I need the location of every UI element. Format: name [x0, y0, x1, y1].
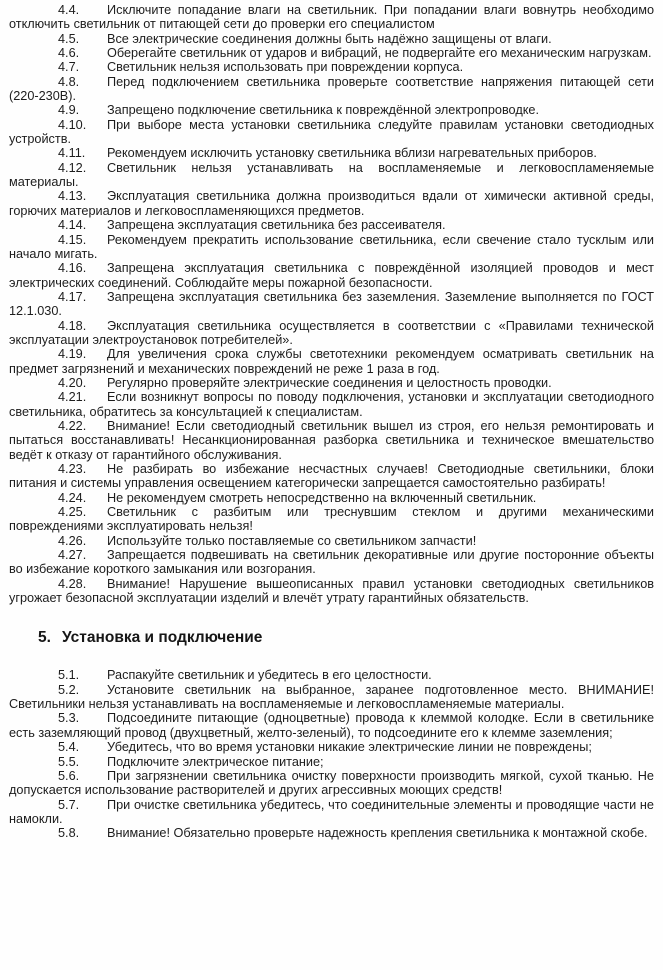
- rule-number: 4.9.: [58, 103, 80, 118]
- rule-text: Внимание! Если светодиодный светильник вышел из строя, его нельзя ремонтировать и пытаться восстанавливать! Несанкционированная разборка светильника и техническое вмешательство ведёт к отказу от гарантийного обслуживания.: [9, 418, 654, 462]
- section-5-heading-number: 5.: [38, 629, 51, 647]
- rule-item: [9, 118, 654, 147]
- rule-text: Не рекомендуем смотреть непосредственно на включенный светильник.: [107, 490, 537, 505]
- rule-item: [9, 218, 654, 232]
- rule-number: 4.27.: [58, 548, 87, 563]
- rule-number: 4.22.: [58, 418, 87, 433]
- rule-text: Не разбирать во избежание несчастных случаев! Светодиодные светильники, блоки питания и системы управления освещением категорически запрещается самостоятельно разбирать!: [9, 462, 654, 491]
- rule-item: [9, 769, 654, 798]
- rule-number: 4.17.: [58, 289, 87, 304]
- rule-item: [9, 491, 654, 505]
- rule-number: 4.23.: [58, 462, 87, 476]
- rule-number: 4.10.: [58, 117, 87, 132]
- rule-item: [9, 390, 654, 419]
- rule-text: Эксплуатация светильника должна производиться вдали от химически активной среды, горючих материалов и легковоспламеняющихся предметов.: [9, 189, 654, 218]
- rule-text: Подключите электрическое питание;: [107, 754, 324, 769]
- rule-text: Внимание! Обязательно проверьте надежность крепления светильника к монтажной скобе.: [107, 826, 648, 841]
- rule-number: 4.28.: [58, 576, 87, 591]
- rule-number: 5.1.: [58, 668, 80, 683]
- rule-number: 5.6.: [58, 768, 80, 783]
- rule-text: Рекомендуем исключить установку светильника вблизи нагревательных приборов.: [107, 146, 597, 161]
- rule-item: [9, 290, 654, 319]
- rule-text: При очистке светильника убедитесь, что соединительные элементы и проводящие части не намокли.: [9, 797, 654, 826]
- rule-number: 4.25.: [58, 505, 87, 520]
- rule-item: [9, 826, 654, 840]
- rule-item: [9, 798, 654, 827]
- rule-number: 5.2.: [58, 682, 80, 697]
- rule-text: При загрязнении светильника очистку поверхности производить мягкой, сухой тканью. Не допускается использование растворителей и других агрессивных моющих средств!: [9, 768, 654, 798]
- section-5-heading-title: Установка и подключение: [62, 629, 263, 647]
- rule-text: Светильник нельзя использовать при повреждении корпуса.: [107, 60, 464, 75]
- rule-text: Перед подключением светильника проверьте соответствие напряжения питающей сети (220-230В).: [9, 74, 654, 104]
- rule-number: 4.15.: [58, 232, 87, 247]
- rule-text: Эксплуатация светильника осуществляется в соответствии с «Правилами технической эксплуатации электроустановок потребителей».: [9, 318, 654, 347]
- rule-number: 4.19.: [58, 347, 87, 362]
- rule-text: Внимание! Нарушение вышеописанных правил установки светодиодных светильников угрожает безопасной эксплуатации изделий и влечёт утрату гарантийных обязательств.: [9, 576, 654, 606]
- rule-number: 4.20.: [58, 375, 87, 390]
- rule-number: 4.5.: [58, 31, 80, 46]
- rule-number: 4.12.: [58, 160, 87, 175]
- rule-item: [9, 683, 654, 712]
- rule-text: Регулярно проверяйте электрические соединения и целостность проводки.: [107, 375, 552, 390]
- rule-text: Запрещена эксплуатация светильника без рассеивателя.: [107, 218, 446, 233]
- rule-number: 5.3.: [58, 711, 80, 726]
- rule-item: [9, 46, 654, 60]
- rule-item: [9, 233, 654, 262]
- rule-text: Все электрические соединения должны быть надёжно защищены от влаги.: [107, 31, 552, 46]
- rule-text: Запрещается подвешивать на светильник декоративные или другие посторонние объекты во избежание короткого замыкания или возгорания.: [9, 548, 654, 577]
- rule-text: Запрещена эксплуатация светильника без заземления. Заземление выполняется по ГОСТ 12.1.030.: [9, 289, 654, 319]
- rule-item: [9, 577, 654, 606]
- rule-number: 4.7.: [58, 60, 80, 75]
- rule-text: Установите светильник на выбранное, заранее подготовленное место. ВНИМАНИЕ! Светильники нельзя устанавливать на воспламеняемые и легковоспламеняемые материалы.: [9, 682, 654, 712]
- rule-text: Подсоедините питающие (одноцветные) провода к клеммой колодке. Если в светильнике есть заземляющий провод (двухцветный, желто-зеленый), то подсоедините его к клемме заземления;: [9, 711, 654, 740]
- section-5-heading: [9, 629, 654, 647]
- rule-text: Запрещено подключение светильника к повреждённой электропроводке.: [107, 103, 540, 118]
- rule-number: 4.16.: [58, 261, 87, 276]
- rule-number: 5.4.: [58, 740, 80, 755]
- rule-item: [9, 534, 654, 548]
- rule-number: 4.24.: [58, 490, 87, 505]
- rule-item: [9, 189, 654, 218]
- rule-item: [9, 146, 654, 160]
- rule-item: [9, 740, 654, 754]
- rule-number: 4.21.: [58, 390, 87, 405]
- rule-text: Используйте только поставляемые со светильником запчасти!: [107, 533, 477, 548]
- rule-number: 5.8.: [58, 826, 80, 841]
- rule-item: [9, 419, 654, 462]
- rule-item: [9, 60, 654, 74]
- rule-item: [9, 668, 654, 682]
- rule-item: [9, 711, 654, 740]
- rule-number: 4.4.: [58, 3, 80, 17]
- rule-item: [9, 161, 654, 190]
- section-4-rules-list: [9, 3, 654, 605]
- rule-number: 5.7.: [58, 797, 80, 812]
- rule-number: 4.6.: [58, 46, 80, 61]
- rule-text: Если возникнут вопросы по поводу подключения, установки и эксплуатации светодиодного светильника, обратитесь за консультацией к специалистам.: [9, 390, 654, 419]
- rule-item: [9, 505, 654, 534]
- rule-number: 4.13.: [58, 189, 87, 204]
- rule-number: 4.11.: [58, 146, 86, 161]
- rule-item: [9, 347, 654, 376]
- rule-item: [9, 75, 654, 104]
- rule-text: Светильник с разбитым или треснувшим стеклом и другими механическими повреждениями эксплуатировать нельзя!: [9, 505, 654, 534]
- rule-number: 4.26.: [58, 533, 87, 548]
- rule-text: Распакуйте светильник и убедитесь в его целостности.: [107, 668, 432, 683]
- rule-text: Оберегайте светильник от ударов и вибраций, не подвергайте его механическим нагрузкам.: [107, 46, 652, 61]
- rule-text: При выборе места установки светильника следуйте правилам установки светодиодных устройств.: [9, 117, 654, 147]
- rule-item: [9, 755, 654, 769]
- rule-number: 4.8.: [58, 74, 80, 89]
- rule-text: Для увеличения срока службы светотехники рекомендуем осматривать светильник на предмет загрязнений и механических повреждений не реже 1 раза в год.: [9, 347, 654, 376]
- rule-number: 4.14.: [58, 218, 87, 233]
- rule-item: [9, 3, 654, 32]
- rule-item: [9, 32, 654, 46]
- section-5-steps-list: [9, 668, 654, 840]
- rule-item: [9, 261, 654, 290]
- rule-item: [9, 103, 654, 117]
- rule-text: Рекомендуем прекратить использование светильника, если свечение стало тусклым или начало мигать.: [9, 232, 654, 261]
- rule-text: Убедитесь, что во время установки никакие электрические линии не повреждены;: [107, 740, 592, 755]
- rule-number: 4.18.: [58, 318, 87, 333]
- rule-item: [9, 376, 654, 390]
- rule-text: Светильник нельзя устанавливать на воспламеняемые и легковоспламеняемые материалы.: [9, 160, 654, 190]
- rule-number: 5.5.: [58, 754, 80, 769]
- rule-text: Исключите попадание влаги на светильник. При попадании влаги вовнутрь необходимо отключить светильник от питающей сети до проверки его специалистом: [9, 3, 654, 32]
- rule-item: [9, 319, 654, 348]
- rule-item: [9, 548, 654, 577]
- rule-text: Запрещена эксплуатация светильника с повреждённой изоляцией проводов и мест электрических соединений. Соблюдайте меры пожарной безопасности.: [9, 261, 654, 290]
- rule-item: [9, 462, 654, 491]
